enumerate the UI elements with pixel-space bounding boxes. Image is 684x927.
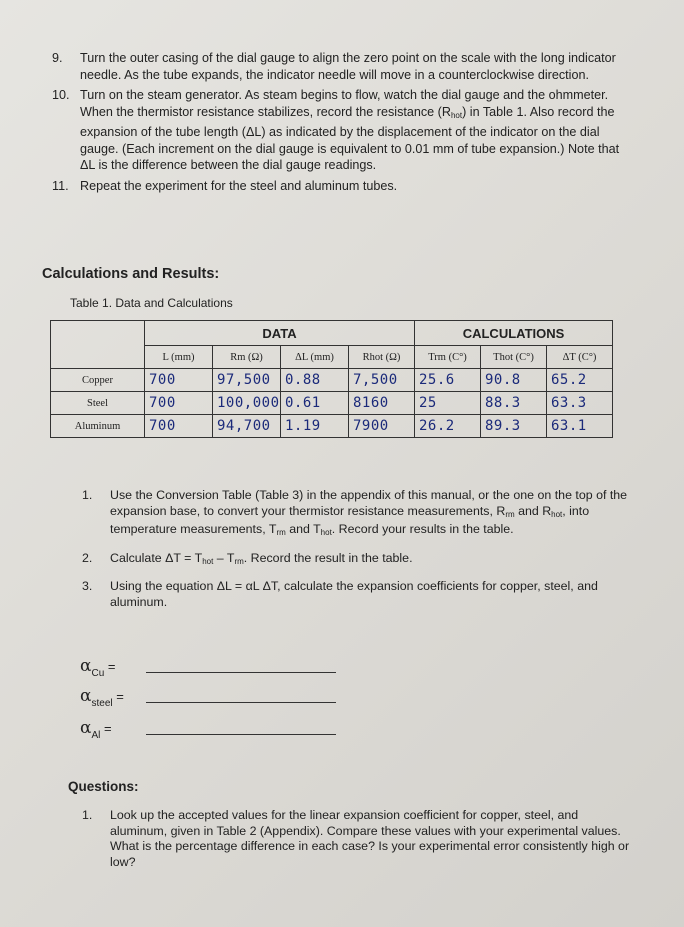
item-number: 1. [82, 488, 93, 502]
alpha-subscript: Al [91, 730, 101, 741]
step-number: 10. [52, 88, 70, 102]
table-row [51, 392, 613, 415]
calc-item-2 [82, 551, 630, 570]
handwritten-cell: 100,000 [213, 392, 281, 415]
subscript: rm [276, 528, 286, 537]
equals-sign: = [116, 689, 124, 704]
alpha-steel-label [80, 686, 124, 709]
alpha-subscript: Cu [91, 668, 105, 679]
calc-item-3 [82, 579, 630, 610]
step-text [80, 87, 622, 174]
table-group-row [51, 321, 613, 346]
row-label: Copper [51, 369, 145, 392]
step-9 [52, 50, 622, 83]
item-text [110, 551, 413, 565]
step-text: Repeat the experiment for the steel and aluminum tubes. [80, 178, 398, 193]
handwritten-cell: 8160 [349, 392, 415, 415]
step-text-part: Turn on the steam generator. As steam begins to flow, watch the dial gauge and the ohmmeter. When the thermistor resistance stabilizes, record the resistance (R [80, 88, 609, 119]
alpha-symbol: α [80, 656, 92, 676]
handwritten-cell: 700 [145, 415, 213, 438]
alpha-copper-label [80, 656, 116, 679]
handwritten-cell: 700 [145, 369, 213, 392]
section-title: Calculations and Results: [42, 266, 220, 282]
subscript: rm [505, 509, 515, 519]
questions-list [82, 808, 632, 880]
column-header: Thot (C°) [481, 346, 547, 369]
calc-item-1 [82, 488, 630, 541]
column-header: ΔL (mm) [281, 346, 349, 369]
calculation-instructions [82, 488, 630, 620]
handwritten-cell: 700 [145, 392, 213, 415]
handwritten-cell: 25 [415, 392, 481, 415]
handwritten-cell: 0.88 [281, 369, 349, 392]
alpha-symbol: α [80, 686, 92, 706]
subscript: rm [234, 556, 244, 566]
handwritten-cell: 26.2 [415, 415, 481, 438]
question-number: 1. [82, 808, 93, 822]
text-part: Use the Conversion Table (Table 3) in the appendix of this manual, or the one on the top of the expansion base, to convert your thermistor resistance measurements, R [110, 488, 628, 518]
handwritten-cell: 88.3 [481, 392, 547, 415]
subscript-hot: hot [450, 110, 463, 120]
equals-sign: = [107, 659, 116, 674]
handwritten-cell: 89.3 [481, 415, 547, 438]
handwritten-cell: 7,500 [349, 369, 415, 392]
step-11 [52, 178, 622, 195]
table-row [51, 415, 613, 438]
calculations-group-header: CALCULATIONS [415, 321, 613, 346]
handwritten-cell: 97,500 [213, 369, 281, 392]
text-part: and T [285, 522, 321, 536]
data-group-header: DATA [145, 321, 415, 346]
step-number: 9. [52, 51, 63, 65]
row-label: Aluminum [51, 415, 145, 438]
handwritten-cell: 63.3 [547, 392, 613, 415]
item-number: 2. [82, 550, 93, 565]
column-header: Rhot (Ω) [349, 346, 415, 369]
handwritten-cell: 65.2 [547, 369, 613, 392]
procedure-steps [52, 50, 622, 198]
question-text: Look up the accepted values for the linear expansion coefficient for copper, steel, and aluminum, given in Table 2 (Appendix). Compare these values with your experimental values. What is the percentage difference in each case? Is your experimental error consistently high or low? [110, 808, 630, 869]
handwritten-cell: 63.1 [547, 415, 613, 438]
handwritten-cell: 0.61 [281, 392, 349, 415]
questions-title: Questions: [68, 779, 139, 794]
handwritten-cell: 94,700 [213, 415, 281, 438]
table-row [51, 369, 613, 392]
alpha-steel-answer-line[interactable] [146, 702, 336, 703]
question-1 [82, 808, 632, 870]
column-header: Rm (Ω) [213, 346, 281, 369]
column-header: Trm (C°) [415, 346, 481, 369]
handwritten-cell: 1.19 [281, 415, 349, 438]
table-caption: Table 1. Data and Calculations [70, 296, 233, 310]
alpha-aluminum-label [80, 718, 112, 741]
step-text: Turn the outer casing of the dial gauge to align the zero point on the scale with the long indicator needle. As the tube expands, the indicator needle will move in a counterclockwise direction. [80, 51, 616, 82]
row-label: Steel [51, 392, 145, 415]
data-table [50, 320, 613, 438]
column-header: ΔT (C°) [547, 346, 613, 369]
subscript: hot [551, 509, 563, 519]
alpha-subscript: steel [91, 698, 113, 709]
text-part: . Record your results in the table. [331, 522, 514, 536]
corner-cell [51, 321, 145, 369]
subscript: hot [320, 528, 332, 537]
step-number: 11. [52, 178, 69, 193]
text-part: – T [213, 550, 235, 565]
text-part: , into temperature measurements, T [110, 503, 590, 536]
item-text: Using the equation ΔL = αL ΔT, calculate the expansion coefficients for copper, steel, and aluminum. [110, 579, 598, 609]
subscript: hot [202, 556, 214, 566]
text-part: . Record the result in the table. [243, 550, 413, 565]
step-text-part: ) in Table 1. Also record the expansion of the tube length (ΔL) as indicated by the displacement of the indicator on the dial gauge. (Each increment on the dial gauge is equivalent to 0.01 mm of tube expansion.) Note that ΔL is the difference between the dial gauge readings. [80, 104, 620, 172]
alpha-copper-answer-line[interactable] [146, 672, 336, 673]
equals-sign: = [104, 721, 112, 736]
text-part: Calculate ΔT = T [110, 550, 203, 565]
handwritten-cell: 90.8 [481, 369, 547, 392]
column-header: L (mm) [145, 346, 213, 369]
step-10 [52, 87, 622, 174]
text-part: and R [514, 503, 552, 518]
handwritten-cell: 7900 [349, 415, 415, 438]
handwritten-cell: 25.6 [415, 369, 481, 392]
alpha-symbol: α [80, 718, 92, 738]
item-text [110, 488, 627, 536]
item-number: 3. [82, 579, 93, 593]
alpha-aluminum-answer-line[interactable] [146, 734, 336, 735]
